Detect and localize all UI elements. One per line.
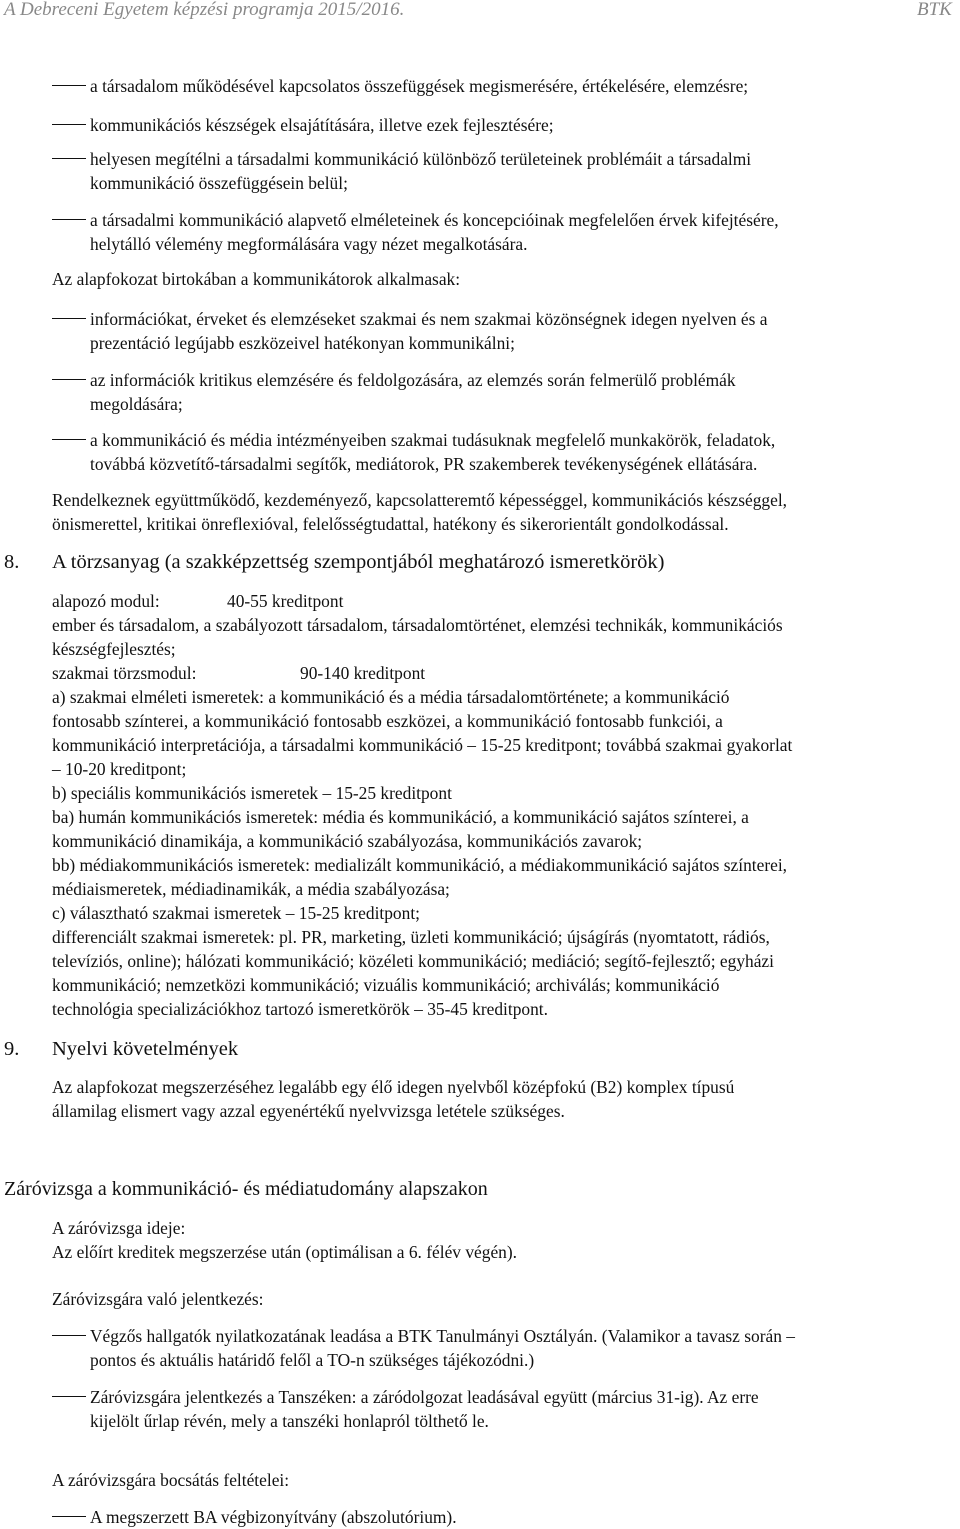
- dash-bullet: [52, 318, 86, 319]
- core-line: differenciált szakmai ismeretek: pl. PR, marketing, üzleti kommunikáció; újságírás (nyomtatott, rádiós,: [52, 927, 770, 947]
- section-title: Nyelvi követelmények: [52, 1038, 239, 1060]
- exam-conditions-label: A záróvizsgára bocsátás feltételei:: [52, 1470, 290, 1490]
- exam-time-label: A záróvizsga ideje:: [52, 1218, 186, 1238]
- core-line: technológia specializációkhoz tartozó ismeretkörök – 35-45 kreditpont.: [52, 999, 548, 1019]
- final-exam-title: Záróvizsga a kommunikáció- és médiatudomány alapszakon: [4, 1178, 488, 1200]
- core-line: ba) humán kommunikációs ismeretek: média és kommunikáció, a kommunikáció sajátos színterei, a: [52, 807, 749, 827]
- header-right: BTK: [917, 0, 952, 20]
- exam-apply-label: Záróvizsgára való jelentkezés:: [52, 1289, 264, 1309]
- core-line: a) szakmai elméleti ismeretek: a kommunikáció és a média társadalomtörténete; a kommunikáció: [52, 687, 730, 707]
- section-text: államilag elismert vagy azzal egyenértékű nyelvvizsga letétele szükséges.: [52, 1101, 565, 1121]
- core-line: kommunikáció dinamikája, a kommunikáció szabályozása, kommunikációs zavarok;: [52, 831, 643, 851]
- module-credits: 90-140 kreditpont: [300, 663, 426, 683]
- list-item: a társadalmi kommunikáció alapvető elméleteinek és koncepcióinak megfelelően érvek kifejtésére,: [90, 210, 779, 230]
- paragraph-skills: önismerettel, kritikai önreflexióval, felelősségtudattal, hatékony és sikerorientált gondolkodással.: [52, 514, 729, 534]
- paragraph-capable: Az alapfokozat birtokában a kommunikátorok alkalmasak:: [52, 269, 461, 289]
- list-item-cont: kommunikáció összefüggésein belül;: [90, 173, 348, 193]
- section-title: A törzsanyag (a szakképzettség szempontjából meghatározó ismeretkörök): [52, 551, 665, 573]
- paragraph-skills: Rendelkeznek együttműködő, kezdeményező, kapcsolatteremtő képességgel, kommunikációs készséggel,: [52, 490, 788, 510]
- core-line: kommunikáció interpretációja, a társadalmi kommunikáció – 15-25 kreditpont; továbbá szakmai gyakorlat: [52, 735, 793, 755]
- list-item-cont: továbbá közvetítő-társadalmi segítők, mediátorok, PR szakemberek tevékenységének ellátására.: [90, 454, 758, 474]
- dash-bullet: [52, 379, 86, 380]
- core-line: kommunikáció; nemzetközi kommunikáció; vizuális kommunikáció; archiválás; kommunikáció: [52, 975, 720, 995]
- list-item: kommunikációs készségek elsajátítására, illetve ezek fejlesztésére;: [90, 115, 554, 135]
- dash-bullet: [52, 1396, 86, 1397]
- core-line: bb) médiakommunikációs ismeretek: medializált kommunikáció, a médiakommunikáció sajátos színterei,: [52, 855, 788, 875]
- list-item-cont: kijelölt űrlap révén, mely a tanszéki honlapról tölthető le.: [90, 1411, 489, 1431]
- list-item-cont: megoldására;: [90, 394, 183, 414]
- module-desc: készségfejlesztés;: [52, 639, 176, 659]
- list-item: A megszerzett BA végbizonyítvány (abszolutórium).: [90, 1507, 457, 1527]
- section-number: 9.: [4, 1038, 20, 1060]
- module-desc: ember és társadalom, a szabályozott társadalom, társadalomtörténet, elemzési technikák, kommunikációs: [52, 615, 783, 635]
- list-item-cont: prezentáció legújabb eszközeivel hatékonyan kommunikálni;: [90, 333, 515, 353]
- core-line: b) speciális kommunikációs ismeretek – 15-25 kreditpont: [52, 783, 452, 803]
- header-left: A Debreceni Egyetem képzési programja 2015/2016.: [4, 0, 405, 20]
- exam-time-text: Az előírt kreditek megszerzése után (optimálisan a 6. félév végén).: [52, 1242, 518, 1262]
- list-item: a társadalom működésével kapcsolatos összefüggések megismerésére, értékelésére, elemzésre;: [90, 76, 749, 96]
- dash-bullet: [52, 219, 86, 220]
- dash-bullet: [52, 124, 86, 125]
- core-line: – 10-20 kreditpont;: [52, 759, 187, 779]
- list-item: Záróvizsgára jelentkezés a Tanszéken: a záródolgozat leadásával együtt (március 31-ig). Az erre: [90, 1387, 759, 1407]
- module-label: alapozó modul:: [52, 591, 160, 611]
- list-item: helyesen megítélni a társadalmi kommunikáció különböző területeinek problémáit a társadalmi: [90, 149, 752, 169]
- list-item-cont: pontos és aktuális határidő felől a TO-n szükséges tájékozódni.): [90, 1350, 535, 1370]
- module-label: szakmai törzsmodul:: [52, 663, 197, 683]
- dash-bullet: [52, 158, 86, 159]
- core-line: c) választható szakmai ismeretek – 15-25 kreditpont;: [52, 903, 420, 923]
- core-line: fontosabb színterei, a kommunikáció fontosabb eszközei, a kommunikáció fontosabb funkciói, a: [52, 711, 723, 731]
- dash-bullet: [52, 439, 86, 440]
- list-item: információkat, érveket és elemzéseket szakmai és nem szakmai közönségnek idegen nyelven és a: [90, 309, 768, 329]
- section-number: 8.: [4, 551, 20, 573]
- dash-bullet: [52, 85, 86, 86]
- core-line: médiaismeretek, médiadinamikák, a média szabályozása;: [52, 879, 450, 899]
- list-item: Végzős hallgatók nyilatkozatának leadása a BTK Tanulmányi Osztályán. (Valamikor a tavasz során –: [90, 1326, 795, 1346]
- section-text: Az alapfokozat megszerzéséhez legalább egy élő idegen nyelvből középfokú (B2) komplex típusú: [52, 1077, 735, 1097]
- list-item: a kommunikáció és média intézményeiben szakmai tudásuknak megfelelő munkakörök, feladatok,: [90, 430, 776, 450]
- dash-bullet: [52, 1516, 86, 1517]
- dash-bullet: [52, 1335, 86, 1336]
- core-line: televíziós, online); hálózati kommunikáció; közéleti kommunikáció; mediáció; segítő-fejlesztő; egyházi: [52, 951, 774, 971]
- list-item-cont: helytálló vélemény megformálására vagy nézet megalkotására.: [90, 234, 528, 254]
- list-item: az információk kritikus elemzésére és feldolgozására, az elemzés során felmerülő problémák: [90, 370, 736, 390]
- module-credits: 40-55 kreditpont: [227, 591, 344, 611]
